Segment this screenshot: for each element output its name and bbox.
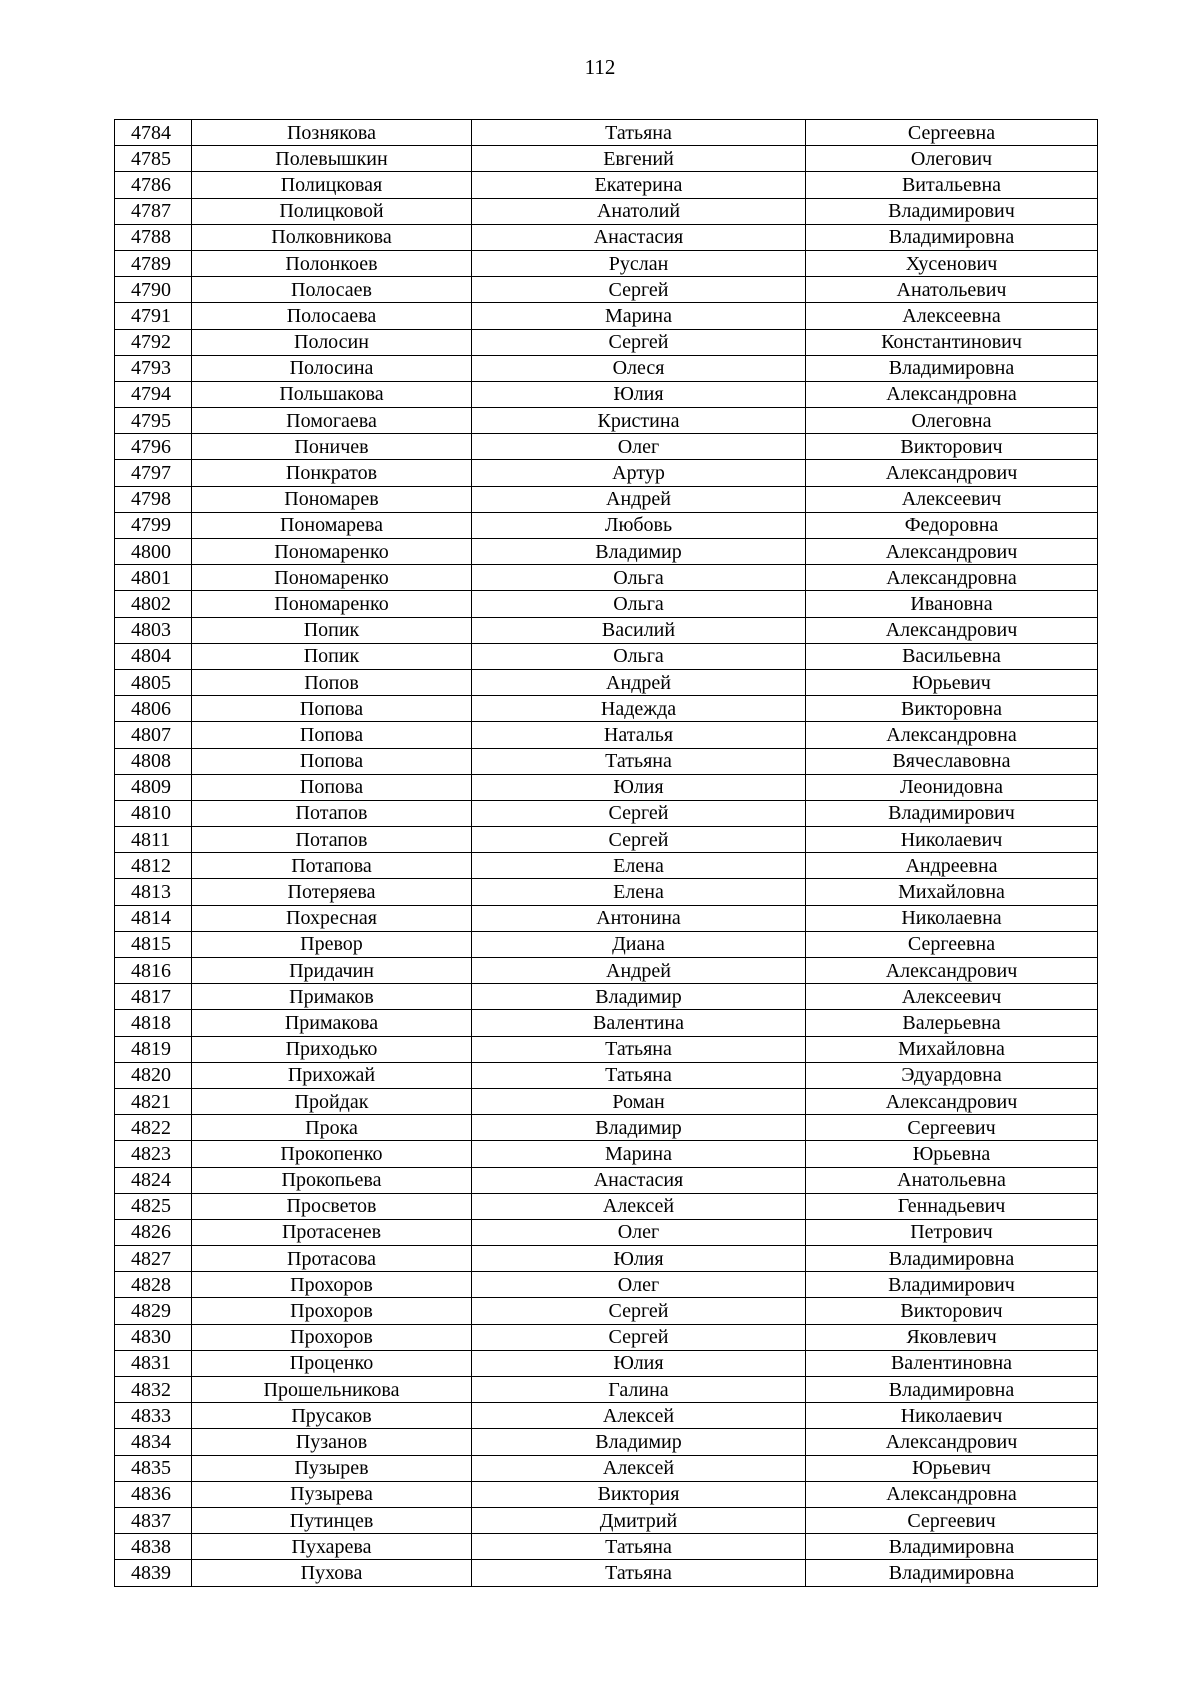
first-name-cell: Юлия xyxy=(472,1350,806,1376)
row-number-cell: 4787 xyxy=(115,198,192,224)
patronymic-cell: Александрович xyxy=(806,958,1098,984)
row-number-cell: 4789 xyxy=(115,250,192,276)
table-row xyxy=(115,958,1098,984)
table-row xyxy=(115,827,1098,853)
first-name-cell: Анастасия xyxy=(472,1167,806,1193)
patronymic-cell: Эдуардовна xyxy=(806,1062,1098,1088)
table-row xyxy=(115,1088,1098,1114)
surname-cell: Пухарева xyxy=(192,1534,472,1560)
row-number-cell: 4815 xyxy=(115,931,192,957)
patronymic-cell: Хусенович xyxy=(806,250,1098,276)
table-row xyxy=(115,722,1098,748)
surname-cell: Прихожай xyxy=(192,1062,472,1088)
surname-cell: Полосаев xyxy=(192,277,472,303)
patronymic-cell: Алексеевич xyxy=(806,486,1098,512)
surname-cell: Протасенев xyxy=(192,1219,472,1245)
surname-cell: Пономаренко xyxy=(192,565,472,591)
row-number-cell: 4792 xyxy=(115,329,192,355)
table-row xyxy=(115,1403,1098,1429)
row-number-cell: 4786 xyxy=(115,172,192,198)
table-row xyxy=(115,146,1098,172)
row-number-cell: 4793 xyxy=(115,355,192,381)
surname-cell: Пономаренко xyxy=(192,591,472,617)
row-number-cell: 4791 xyxy=(115,303,192,329)
surname-cell: Прусаков xyxy=(192,1403,472,1429)
first-name-cell: Елена xyxy=(472,879,806,905)
surname-cell: Прока xyxy=(192,1115,472,1141)
surname-cell: Полицковой xyxy=(192,198,472,224)
table-row xyxy=(115,931,1098,957)
table-row xyxy=(115,617,1098,643)
first-name-cell: Галина xyxy=(472,1377,806,1403)
first-name-cell: Ольга xyxy=(472,643,806,669)
surname-cell: Полицковая xyxy=(192,172,472,198)
patronymic-cell: Петрович xyxy=(806,1219,1098,1245)
table-row xyxy=(115,879,1098,905)
surname-cell: Проценко xyxy=(192,1350,472,1376)
patronymic-cell: Александровна xyxy=(806,1481,1098,1507)
table-row xyxy=(115,329,1098,355)
table-row xyxy=(115,434,1098,460)
patronymic-cell: Александровна xyxy=(806,381,1098,407)
first-name-cell: Евгений xyxy=(472,146,806,172)
surname-cell: Путинцев xyxy=(192,1507,472,1533)
first-name-cell: Владимир xyxy=(472,1115,806,1141)
first-name-cell: Диана xyxy=(472,931,806,957)
table-row xyxy=(115,408,1098,434)
patronymic-cell: Владимирович xyxy=(806,800,1098,826)
row-number-cell: 4800 xyxy=(115,539,192,565)
row-number-cell: 4828 xyxy=(115,1272,192,1298)
surname-cell: Попик xyxy=(192,617,472,643)
surname-cell: Похресная xyxy=(192,905,472,931)
table-row xyxy=(115,1350,1098,1376)
surname-cell: Придачин xyxy=(192,958,472,984)
table-row xyxy=(115,460,1098,486)
first-name-cell: Татьяна xyxy=(472,120,806,146)
first-name-cell: Андрей xyxy=(472,669,806,695)
table-row xyxy=(115,1167,1098,1193)
surname-cell: Пономарев xyxy=(192,486,472,512)
roster-body xyxy=(115,120,1098,1587)
table-row xyxy=(115,748,1098,774)
patronymic-cell: Сергеевна xyxy=(806,931,1098,957)
surname-cell: Пухова xyxy=(192,1560,472,1586)
surname-cell: Поничев xyxy=(192,434,472,460)
surname-cell: Пройдак xyxy=(192,1088,472,1114)
first-name-cell: Марина xyxy=(472,1141,806,1167)
row-number-cell: 4785 xyxy=(115,146,192,172)
table-row xyxy=(115,486,1098,512)
surname-cell: Полосаева xyxy=(192,303,472,329)
table-row xyxy=(115,1141,1098,1167)
first-name-cell: Сергей xyxy=(472,1298,806,1324)
first-name-cell: Сергей xyxy=(472,800,806,826)
row-number-cell: 4839 xyxy=(115,1560,192,1586)
table-row xyxy=(115,1272,1098,1298)
surname-cell: Полонкоев xyxy=(192,250,472,276)
patronymic-cell: Владимировна xyxy=(806,355,1098,381)
first-name-cell: Виктория xyxy=(472,1481,806,1507)
first-name-cell: Олег xyxy=(472,434,806,460)
table-row xyxy=(115,1507,1098,1533)
patronymic-cell: Николаевич xyxy=(806,827,1098,853)
table-row xyxy=(115,512,1098,538)
row-number-cell: 4825 xyxy=(115,1193,192,1219)
table-row xyxy=(115,1324,1098,1350)
surname-cell: Приходько xyxy=(192,1036,472,1062)
patronymic-cell: Александровна xyxy=(806,565,1098,591)
surname-cell: Прохоров xyxy=(192,1298,472,1324)
table-row xyxy=(115,774,1098,800)
table-row xyxy=(115,1298,1098,1324)
first-name-cell: Владимир xyxy=(472,1429,806,1455)
surname-cell: Пузырев xyxy=(192,1455,472,1481)
surname-cell: Прохоров xyxy=(192,1324,472,1350)
first-name-cell: Роман xyxy=(472,1088,806,1114)
table-row xyxy=(115,1246,1098,1272)
table-row xyxy=(115,1377,1098,1403)
row-number-cell: 4834 xyxy=(115,1429,192,1455)
row-number-cell: 4809 xyxy=(115,774,192,800)
patronymic-cell: Александрович xyxy=(806,1429,1098,1455)
patronymic-cell: Михайловна xyxy=(806,1036,1098,1062)
patronymic-cell: Сергеевна xyxy=(806,120,1098,146)
row-number-cell: 4790 xyxy=(115,277,192,303)
patronymic-cell: Владимировна xyxy=(806,1560,1098,1586)
surname-cell: Понкратов xyxy=(192,460,472,486)
first-name-cell: Надежда xyxy=(472,696,806,722)
row-number-cell: 4817 xyxy=(115,984,192,1010)
row-number-cell: 4835 xyxy=(115,1455,192,1481)
row-number-cell: 4803 xyxy=(115,617,192,643)
surname-cell: Потапов xyxy=(192,827,472,853)
surname-cell: Пузанов xyxy=(192,1429,472,1455)
row-number-cell: 4808 xyxy=(115,748,192,774)
table-row xyxy=(115,1560,1098,1586)
surname-cell: Прокопьева xyxy=(192,1167,472,1193)
first-name-cell: Сергей xyxy=(472,329,806,355)
surname-cell: Помогаева xyxy=(192,408,472,434)
patronymic-cell: Александрович xyxy=(806,617,1098,643)
first-name-cell: Дмитрий xyxy=(472,1507,806,1533)
patronymic-cell: Сергеевич xyxy=(806,1115,1098,1141)
first-name-cell: Артур xyxy=(472,460,806,486)
row-number-cell: 4837 xyxy=(115,1507,192,1533)
patronymic-cell: Александрович xyxy=(806,539,1098,565)
row-number-cell: 4810 xyxy=(115,800,192,826)
first-name-cell: Юлия xyxy=(472,774,806,800)
patronymic-cell: Вячеславовна xyxy=(806,748,1098,774)
surname-cell: Пономаренко xyxy=(192,539,472,565)
surname-cell: Прокопенко xyxy=(192,1141,472,1167)
surname-cell: Пономарева xyxy=(192,512,472,538)
surname-cell: Потапов xyxy=(192,800,472,826)
first-name-cell: Наталья xyxy=(472,722,806,748)
table-row xyxy=(115,539,1098,565)
row-number-cell: 4811 xyxy=(115,827,192,853)
row-number-cell: 4831 xyxy=(115,1350,192,1376)
row-number-cell: 4836 xyxy=(115,1481,192,1507)
patronymic-cell: Витальевна xyxy=(806,172,1098,198)
patronymic-cell: Васильевна xyxy=(806,643,1098,669)
patronymic-cell: Константинович xyxy=(806,329,1098,355)
first-name-cell: Олеся xyxy=(472,355,806,381)
table-row xyxy=(115,1534,1098,1560)
table-row xyxy=(115,591,1098,617)
patronymic-cell: Валентиновна xyxy=(806,1350,1098,1376)
table-row xyxy=(115,1481,1098,1507)
patronymic-cell: Александрович xyxy=(806,1088,1098,1114)
surname-cell: Протасова xyxy=(192,1246,472,1272)
surname-cell: Потапова xyxy=(192,853,472,879)
patronymic-cell: Владимировна xyxy=(806,1246,1098,1272)
patronymic-cell: Викторович xyxy=(806,434,1098,460)
patronymic-cell: Андреевна xyxy=(806,853,1098,879)
patronymic-cell: Юрьевич xyxy=(806,669,1098,695)
table-row xyxy=(115,565,1098,591)
row-number-cell: 4797 xyxy=(115,460,192,486)
first-name-cell: Андрей xyxy=(472,486,806,512)
row-number-cell: 4794 xyxy=(115,381,192,407)
row-number-cell: 4796 xyxy=(115,434,192,460)
first-name-cell: Татьяна xyxy=(472,1062,806,1088)
row-number-cell: 4813 xyxy=(115,879,192,905)
surname-cell: Просветов xyxy=(192,1193,472,1219)
first-name-cell: Ольга xyxy=(472,591,806,617)
row-number-cell: 4826 xyxy=(115,1219,192,1245)
page-number: 112 xyxy=(584,55,616,79)
patronymic-cell: Леонидовна xyxy=(806,774,1098,800)
table-row xyxy=(115,800,1098,826)
row-number-cell: 4788 xyxy=(115,224,192,250)
surname-cell: Польшакова xyxy=(192,381,472,407)
row-number-cell: 4832 xyxy=(115,1377,192,1403)
row-number-cell: 4807 xyxy=(115,722,192,748)
row-number-cell: 4829 xyxy=(115,1298,192,1324)
table-row xyxy=(115,1062,1098,1088)
patronymic-cell: Николаевич xyxy=(806,1403,1098,1429)
first-name-cell: Василий xyxy=(472,617,806,643)
table-row xyxy=(115,250,1098,276)
table-row xyxy=(115,1219,1098,1245)
surname-cell: Полевышкин xyxy=(192,146,472,172)
row-number-cell: 4801 xyxy=(115,565,192,591)
surname-cell: Познякова xyxy=(192,120,472,146)
surname-cell: Примакова xyxy=(192,1010,472,1036)
row-number-cell: 4818 xyxy=(115,1010,192,1036)
first-name-cell: Юлия xyxy=(472,381,806,407)
table-row xyxy=(115,1036,1098,1062)
row-number-cell: 4833 xyxy=(115,1403,192,1429)
patronymic-cell: Александровна xyxy=(806,722,1098,748)
row-number-cell: 4827 xyxy=(115,1246,192,1272)
first-name-cell: Анатолий xyxy=(472,198,806,224)
table-row xyxy=(115,905,1098,931)
row-number-cell: 4824 xyxy=(115,1167,192,1193)
first-name-cell: Антонина xyxy=(472,905,806,931)
first-name-cell: Алексей xyxy=(472,1193,806,1219)
first-name-cell: Андрей xyxy=(472,958,806,984)
patronymic-cell: Олегович xyxy=(806,146,1098,172)
table-row xyxy=(115,1455,1098,1481)
first-name-cell: Алексей xyxy=(472,1403,806,1429)
row-number-cell: 4819 xyxy=(115,1036,192,1062)
patronymic-cell: Яковлевич xyxy=(806,1324,1098,1350)
row-number-cell: 4820 xyxy=(115,1062,192,1088)
patronymic-cell: Владимирович xyxy=(806,198,1098,224)
row-number-cell: 4805 xyxy=(115,669,192,695)
table-row xyxy=(115,381,1098,407)
row-number-cell: 4806 xyxy=(115,696,192,722)
table-row xyxy=(115,224,1098,250)
patronymic-cell: Викторович xyxy=(806,1298,1098,1324)
table-row xyxy=(115,172,1098,198)
first-name-cell: Елена xyxy=(472,853,806,879)
surname-cell: Потеряева xyxy=(192,879,472,905)
table-row xyxy=(115,669,1098,695)
table-row xyxy=(115,853,1098,879)
row-number-cell: 4798 xyxy=(115,486,192,512)
row-number-cell: 4804 xyxy=(115,643,192,669)
table-row xyxy=(115,303,1098,329)
first-name-cell: Татьяна xyxy=(472,1560,806,1586)
patronymic-cell: Юрьевна xyxy=(806,1141,1098,1167)
first-name-cell: Юлия xyxy=(472,1246,806,1272)
first-name-cell: Владимир xyxy=(472,539,806,565)
table-row xyxy=(115,1010,1098,1036)
surname-cell: Попова xyxy=(192,696,472,722)
roster-table xyxy=(114,119,1098,1587)
surname-cell: Попик xyxy=(192,643,472,669)
row-number-cell: 4821 xyxy=(115,1088,192,1114)
table-row xyxy=(115,277,1098,303)
patronymic-cell: Викторовна xyxy=(806,696,1098,722)
first-name-cell: Сергей xyxy=(472,1324,806,1350)
surname-cell: Попов xyxy=(192,669,472,695)
patronymic-cell: Олеговна xyxy=(806,408,1098,434)
patronymic-cell: Михайловна xyxy=(806,879,1098,905)
patronymic-cell: Алексеевич xyxy=(806,984,1098,1010)
patronymic-cell: Николаевна xyxy=(806,905,1098,931)
first-name-cell: Анастасия xyxy=(472,224,806,250)
first-name-cell: Кристина xyxy=(472,408,806,434)
row-number-cell: 4822 xyxy=(115,1115,192,1141)
surname-cell: Полосин xyxy=(192,329,472,355)
row-number-cell: 4830 xyxy=(115,1324,192,1350)
first-name-cell: Марина xyxy=(472,303,806,329)
patronymic-cell: Владимировна xyxy=(806,1534,1098,1560)
patronymic-cell: Владимировна xyxy=(806,224,1098,250)
surname-cell: Прохоров xyxy=(192,1272,472,1298)
patronymic-cell: Владимировна xyxy=(806,1377,1098,1403)
row-number-cell: 4816 xyxy=(115,958,192,984)
patronymic-cell: Сергеевич xyxy=(806,1507,1098,1533)
surname-cell: Прошельникова xyxy=(192,1377,472,1403)
first-name-cell: Олег xyxy=(472,1219,806,1245)
row-number-cell: 4799 xyxy=(115,512,192,538)
table-row xyxy=(115,355,1098,381)
surname-cell: Полосина xyxy=(192,355,472,381)
table-row xyxy=(115,1429,1098,1455)
surname-cell: Превор xyxy=(192,931,472,957)
table-row xyxy=(115,1193,1098,1219)
surname-cell: Попова xyxy=(192,722,472,748)
first-name-cell: Валентина xyxy=(472,1010,806,1036)
row-number-cell: 4812 xyxy=(115,853,192,879)
patronymic-cell: Юрьевич xyxy=(806,1455,1098,1481)
patronymic-cell: Федоровна xyxy=(806,512,1098,538)
first-name-cell: Олег xyxy=(472,1272,806,1298)
table-row xyxy=(115,120,1098,146)
first-name-cell: Любовь xyxy=(472,512,806,538)
patronymic-cell: Анатольевич xyxy=(806,277,1098,303)
first-name-cell: Алексей xyxy=(472,1455,806,1481)
surname-cell: Примаков xyxy=(192,984,472,1010)
first-name-cell: Татьяна xyxy=(472,1036,806,1062)
first-name-cell: Владимир xyxy=(472,984,806,1010)
first-name-cell: Екатерина xyxy=(472,172,806,198)
row-number-cell: 4795 xyxy=(115,408,192,434)
patronymic-cell: Ивановна xyxy=(806,591,1098,617)
surname-cell: Попова xyxy=(192,774,472,800)
first-name-cell: Сергей xyxy=(472,277,806,303)
table-row xyxy=(115,643,1098,669)
first-name-cell: Руслан xyxy=(472,250,806,276)
first-name-cell: Татьяна xyxy=(472,748,806,774)
first-name-cell: Сергей xyxy=(472,827,806,853)
row-number-cell: 4823 xyxy=(115,1141,192,1167)
table-row xyxy=(115,984,1098,1010)
surname-cell: Попова xyxy=(192,748,472,774)
row-number-cell: 4802 xyxy=(115,591,192,617)
first-name-cell: Ольга xyxy=(472,565,806,591)
row-number-cell: 4814 xyxy=(115,905,192,931)
patronymic-cell: Геннадьевич xyxy=(806,1193,1098,1219)
patronymic-cell: Анатольевна xyxy=(806,1167,1098,1193)
surname-cell: Пузырева xyxy=(192,1481,472,1507)
patronymic-cell: Александрович xyxy=(806,460,1098,486)
patronymic-cell: Алексеевна xyxy=(806,303,1098,329)
row-number-cell: 4838 xyxy=(115,1534,192,1560)
patronymic-cell: Валерьевна xyxy=(806,1010,1098,1036)
row-number-cell: 4784 xyxy=(115,120,192,146)
table-row xyxy=(115,1115,1098,1141)
table-row xyxy=(115,696,1098,722)
table-row xyxy=(115,198,1098,224)
patronymic-cell: Владимирович xyxy=(806,1272,1098,1298)
first-name-cell: Татьяна xyxy=(472,1534,806,1560)
surname-cell: Полковникова xyxy=(192,224,472,250)
